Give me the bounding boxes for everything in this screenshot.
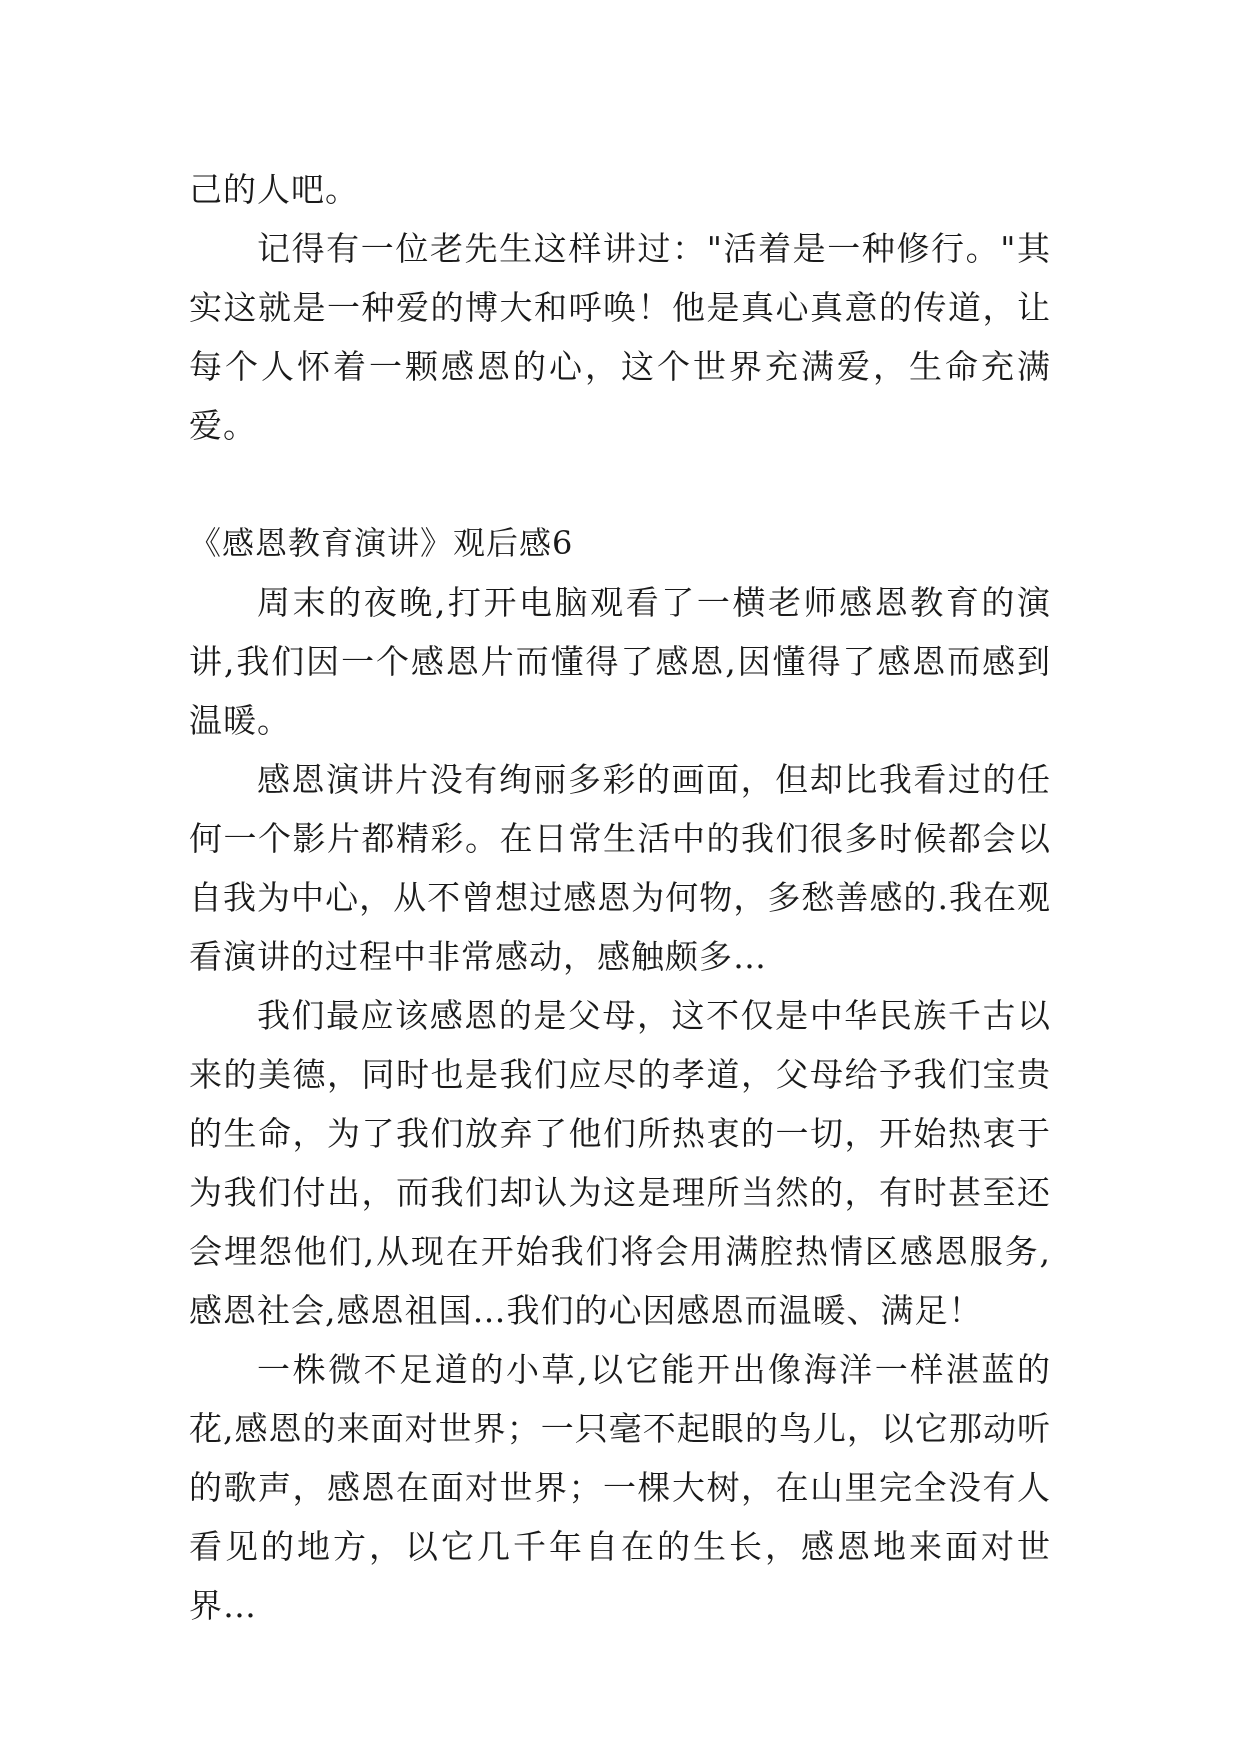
paragraph-weekend-night: 周末的夜晚,打开电脑观看了一横老师感恩教育的演讲,我们因一个感恩片而懂得了感恩,因懂得了感恩而感到温暖。 <box>189 583 1051 740</box>
paragraph-quote: 记得有一位老先生这样讲过："活着是一种修行。"其实这就是一种爱的博大和呼唤！他是真心真意的传道，让每个人怀着一颗感恩的心，这个世界充满爱，生命充满爱。 <box>189 229 1051 445</box>
paragraph-parents: 我们最应该感恩的是父母，这不仅是中华民族千古以来的美德，同时也是我们应尽的孝道，父母给予我们宝贵的生命，为了我们放弃了他们所热衷的一切，开始热衷于为我们付出，而我们却认为这是理所当然的，有时甚至还会埋怨他们,从现在开始我们将会用满腔热情区感恩服务,感恩社会,感恩祖国…我们的心因感恩而温暖、满足！ <box>189 996 1051 1330</box>
document-body <box>189 160 1051 1635</box>
section-title: 《感恩教育演讲》观后感6 <box>189 524 574 562</box>
paragraph-continuation: 己的人吧。 <box>189 170 359 209</box>
paragraph-speech-film: 感恩演讲片没有绚丽多彩的画面，但却比我看过的任何一个影片都精彩。在日常生活中的我们很多时候都会以自我为中心，从不曾想过感恩为何物，多愁善感的.我在观看演讲的过程中非常感动，感触颇多… <box>189 760 1051 976</box>
paragraph-nature: 一株微不足道的小草,以它能开出像海洋一样湛蓝的花,感恩的来面对世界；一只毫不起眼的鸟儿，以它那动听的歌声，感恩在面对世界；一棵大树，在山里完全没有人看见的地方，以它几千年自在的生长，感恩地来面对世界… <box>189 1350 1051 1625</box>
